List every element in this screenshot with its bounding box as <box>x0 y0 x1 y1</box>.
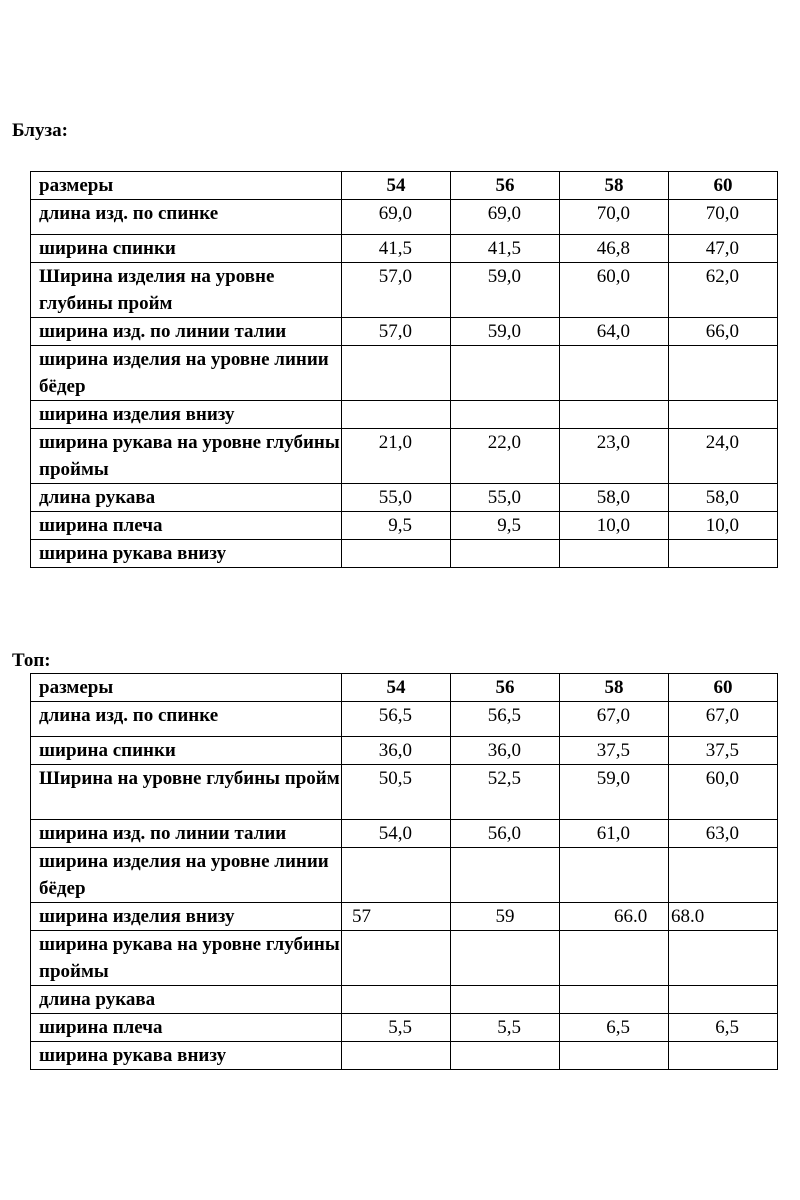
table-row <box>31 931 778 986</box>
cell-value: 68.0 <box>669 903 778 931</box>
table-row <box>31 318 778 346</box>
cell-value: 24,0 <box>669 429 778 484</box>
header-size: 60 <box>669 172 778 200</box>
cell-value <box>451 540 560 568</box>
cell-value: 58,0 <box>560 484 669 512</box>
cell-value: 66.0 <box>560 903 669 931</box>
cell-value <box>560 848 669 903</box>
row-label: ширина плеча <box>31 512 342 540</box>
cell-value: 21,0 <box>342 429 451 484</box>
header-size: 54 <box>342 674 451 702</box>
cell-value: 36,0 <box>451 737 560 765</box>
row-label: длина изд. по спинке <box>31 702 342 737</box>
cell-value: 37,5 <box>560 737 669 765</box>
cell-value: 41,5 <box>451 235 560 263</box>
header-size: 54 <box>342 172 451 200</box>
cell-value: 58,0 <box>669 484 778 512</box>
top-title: Топ: <box>12 650 51 671</box>
row-label: длина рукава <box>31 484 342 512</box>
cell-value: 57 <box>342 903 451 931</box>
cell-value <box>342 931 451 986</box>
cell-value: 9,5 <box>342 512 451 540</box>
header-size: 56 <box>451 674 560 702</box>
table-row <box>31 484 778 512</box>
cell-value: 9,5 <box>451 512 560 540</box>
cell-value <box>669 346 778 401</box>
cell-value <box>560 931 669 986</box>
table-row <box>31 820 778 848</box>
cell-value: 57,0 <box>342 318 451 346</box>
row-label: ширина спинки <box>31 235 342 263</box>
cell-value: 55,0 <box>451 484 560 512</box>
table-row <box>31 346 778 401</box>
cell-value: 56,5 <box>342 702 451 737</box>
cell-value <box>560 346 669 401</box>
row-label: ширина плеча <box>31 1014 342 1042</box>
row-label: длина рукава <box>31 986 342 1014</box>
cell-value: 22,0 <box>451 429 560 484</box>
header-size: 58 <box>560 172 669 200</box>
blouse-size-table <box>30 171 778 568</box>
cell-value: 41,5 <box>342 235 451 263</box>
cell-value <box>342 1042 451 1070</box>
cell-value: 10,0 <box>560 512 669 540</box>
header-size: 56 <box>451 172 560 200</box>
cell-value: 59 <box>451 903 560 931</box>
row-label: ширина спинки <box>31 737 342 765</box>
table-header-row <box>31 172 778 200</box>
cell-value <box>669 848 778 903</box>
table-row <box>31 1042 778 1070</box>
cell-value: 47,0 <box>669 235 778 263</box>
cell-value <box>669 1042 778 1070</box>
cell-value: 36,0 <box>342 737 451 765</box>
cell-value <box>342 540 451 568</box>
cell-value: 67,0 <box>560 702 669 737</box>
header-label: размеры <box>31 172 342 200</box>
table-row <box>31 540 778 568</box>
row-label: Ширина изделия на уровне глубины пройм <box>31 263 342 318</box>
row-label: ширина рукава внизу <box>31 540 342 568</box>
blouse-title: Блуза: <box>12 120 68 141</box>
cell-value <box>342 848 451 903</box>
table-row <box>31 235 778 263</box>
table-row <box>31 263 778 318</box>
row-label: длина изд. по спинке <box>31 200 342 235</box>
top-size-table <box>30 673 778 1070</box>
cell-value: 59,0 <box>451 263 560 318</box>
cell-value <box>342 401 451 429</box>
table-row <box>31 1014 778 1042</box>
table-row <box>31 401 778 429</box>
table-row <box>31 512 778 540</box>
table-row <box>31 702 778 737</box>
cell-value <box>451 401 560 429</box>
cell-value: 10,0 <box>669 512 778 540</box>
cell-value: 62,0 <box>669 263 778 318</box>
row-label: ширина изделия внизу <box>31 903 342 931</box>
row-label: ширина рукава на уровне глубины проймы <box>31 931 342 986</box>
cell-value: 61,0 <box>560 820 669 848</box>
cell-value <box>669 986 778 1014</box>
table-row <box>31 903 778 931</box>
cell-value: 23,0 <box>560 429 669 484</box>
cell-value: 54,0 <box>342 820 451 848</box>
cell-value <box>669 401 778 429</box>
cell-value <box>451 931 560 986</box>
cell-value: 69,0 <box>451 200 560 235</box>
cell-value: 59,0 <box>451 318 560 346</box>
cell-value <box>560 401 669 429</box>
cell-value: 66,0 <box>669 318 778 346</box>
cell-value: 63,0 <box>669 820 778 848</box>
table-row <box>31 765 778 820</box>
cell-value: 67,0 <box>669 702 778 737</box>
cell-value <box>451 346 560 401</box>
table-header-row <box>31 674 778 702</box>
row-label: ширина рукава на уровне глубины проймы <box>31 429 342 484</box>
table-row <box>31 986 778 1014</box>
row-label: ширина рукава внизу <box>31 1042 342 1070</box>
cell-value: 60,0 <box>560 263 669 318</box>
cell-value: 52,5 <box>451 765 560 820</box>
cell-value: 56,5 <box>451 702 560 737</box>
header-label: размеры <box>31 674 342 702</box>
cell-value: 50,5 <box>342 765 451 820</box>
cell-value: 64,0 <box>560 318 669 346</box>
cell-value <box>560 1042 669 1070</box>
cell-value <box>342 346 451 401</box>
row-label: ширина изделия на уровне линии бёдер <box>31 848 342 903</box>
cell-value <box>560 540 669 568</box>
row-label: ширина изделия внизу <box>31 401 342 429</box>
cell-value <box>451 848 560 903</box>
row-label: Ширина на уровне глубины пройм <box>31 765 342 820</box>
cell-value: 5,5 <box>342 1014 451 1042</box>
cell-value: 69,0 <box>342 200 451 235</box>
row-label: ширина изд. по линии талии <box>31 318 342 346</box>
cell-value: 55,0 <box>342 484 451 512</box>
cell-value: 59,0 <box>560 765 669 820</box>
cell-value <box>451 1042 560 1070</box>
row-label: ширина изделия на уровне линии бёдер <box>31 346 342 401</box>
cell-value: 70,0 <box>560 200 669 235</box>
table-row <box>31 848 778 903</box>
cell-value <box>669 540 778 568</box>
cell-value: 6,5 <box>669 1014 778 1042</box>
cell-value: 60,0 <box>669 765 778 820</box>
cell-value: 37,5 <box>669 737 778 765</box>
cell-value: 5,5 <box>451 1014 560 1042</box>
cell-value: 70,0 <box>669 200 778 235</box>
table-row <box>31 429 778 484</box>
cell-value: 46,8 <box>560 235 669 263</box>
header-size: 58 <box>560 674 669 702</box>
cell-value <box>342 986 451 1014</box>
table-row <box>31 737 778 765</box>
cell-value: 57,0 <box>342 263 451 318</box>
cell-value <box>669 931 778 986</box>
row-label: ширина изд. по линии талии <box>31 820 342 848</box>
header-size: 60 <box>669 674 778 702</box>
cell-value: 56,0 <box>451 820 560 848</box>
table-row <box>31 200 778 235</box>
cell-value: 6,5 <box>560 1014 669 1042</box>
cell-value <box>451 986 560 1014</box>
cell-value <box>560 986 669 1014</box>
